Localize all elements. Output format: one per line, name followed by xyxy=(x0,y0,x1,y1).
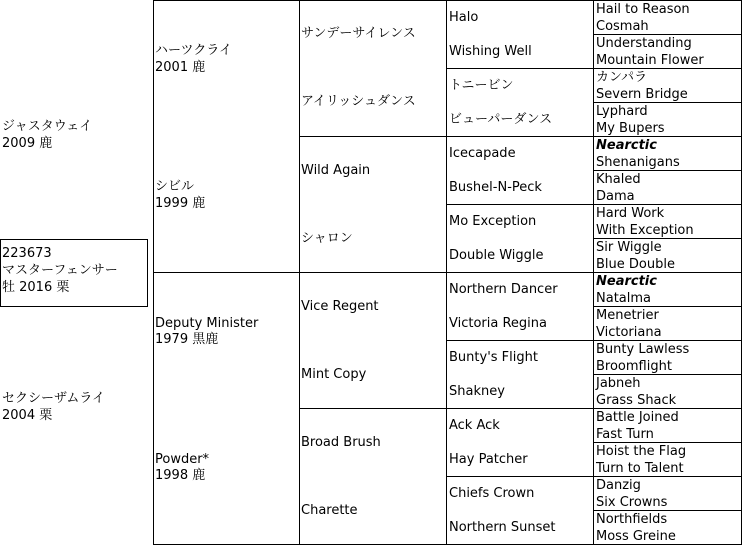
gen2-name: Deputy Minister xyxy=(155,316,259,331)
gen5-name: Fast Turn xyxy=(596,427,654,442)
gen5-name: Hard Work xyxy=(596,206,665,221)
gen5-name: Severn Bridge xyxy=(596,87,688,102)
gen5-name: Grass Shack xyxy=(596,393,677,408)
sire-name: ジャスタウェイ xyxy=(2,119,93,134)
gen3-name: サンデーサイレンス xyxy=(301,26,416,41)
gen5-name: Understanding xyxy=(596,36,692,51)
gen4-name: Mo Exception xyxy=(449,214,537,229)
gen4-name: Icecapade xyxy=(449,146,516,161)
gen4-name: Victoria Regina xyxy=(449,316,547,331)
grid-line xyxy=(299,136,742,137)
gen4-name: Northern Sunset xyxy=(449,520,556,535)
gen5-name: Natalma xyxy=(596,291,651,306)
gen5-name: Hail to Reason xyxy=(596,2,690,17)
gen5-name: Broomflight xyxy=(596,359,672,374)
gen2-info: 1979 黒鹿 xyxy=(155,332,219,347)
subject-name: マスターフェンサー xyxy=(2,263,118,278)
grid-line xyxy=(593,102,742,103)
grid-line xyxy=(153,0,742,1)
gen4-name: Bushel-N-Peck xyxy=(449,180,542,195)
gen5-name: Nearctic xyxy=(596,138,657,153)
gen2-info: 1999 鹿 xyxy=(155,196,206,211)
gen5-name: Shenanigans xyxy=(596,155,680,170)
gen2-name: ハーツクライ xyxy=(155,43,232,58)
gen5-name: Dama xyxy=(596,189,635,204)
gen3-name: Charette xyxy=(301,503,358,518)
gen5-name: Turn to Talent xyxy=(596,461,684,476)
gen4-name: ビューパーダンス xyxy=(449,112,553,127)
grid-line xyxy=(446,204,742,205)
gen4-name: Wishing Well xyxy=(449,44,532,59)
gen5-name: Mountain Flower xyxy=(596,53,704,68)
gen5-name: Hoist the Flag xyxy=(596,444,687,459)
grid-line xyxy=(299,408,742,409)
gen5-name: Blue Double xyxy=(596,257,675,272)
gen3-name: シャロン xyxy=(301,231,353,246)
grid-line xyxy=(593,374,742,375)
gen5-name: Bunty Lawless xyxy=(596,342,690,357)
gen5-name: Menetrier xyxy=(596,308,659,323)
gen4-name: Double Wiggle xyxy=(449,248,544,263)
dam-info: 2004 栗 xyxy=(2,408,53,423)
gen4-name: Halo xyxy=(449,10,479,25)
grid-line xyxy=(446,68,742,69)
gen4-name: Northern Dancer xyxy=(449,282,558,297)
grid-line xyxy=(593,170,742,171)
gen4-name: Shakney xyxy=(449,384,505,399)
gen5-name: Nearctic xyxy=(596,274,657,289)
gen5-name: Battle Joined xyxy=(596,410,679,425)
subject-info: 牡 2016 栗 xyxy=(2,280,70,295)
grid-line xyxy=(446,340,742,341)
gen5-name: Khaled xyxy=(596,172,641,187)
gen2-name: シビル xyxy=(155,179,195,194)
gen5-name: Six Crowns xyxy=(596,495,668,510)
gen4-name: Hay Patcher xyxy=(449,452,528,467)
gen5-name: Danzig xyxy=(596,478,641,493)
gen2-name: Powder* xyxy=(155,452,210,467)
gen5-name: Northfields xyxy=(596,512,668,527)
gen2-info: 1998 鹿 xyxy=(155,468,206,483)
gen5-name: Jabneh xyxy=(596,376,641,391)
gen3-name: Broad Brush xyxy=(301,435,381,450)
subject-id: 223673 xyxy=(2,246,52,261)
gen5-name: Cosmah xyxy=(596,19,649,34)
grid-line xyxy=(593,34,742,35)
gen5-name: My Bupers xyxy=(596,121,665,136)
grid-line xyxy=(593,238,742,239)
dam-name: セクシーザムライ xyxy=(2,391,105,406)
gen2-info: 2001 鹿 xyxy=(155,60,206,75)
gen4-name: Bunty's Flight xyxy=(449,350,538,365)
gen4-name: Chiefs Crown xyxy=(449,486,535,501)
gen4-name: Ack Ack xyxy=(449,418,500,433)
gen3-name: Vice Regent xyxy=(301,299,379,314)
gen5-name: カンパラ xyxy=(596,70,648,85)
grid-line xyxy=(593,306,742,307)
gen4-name: トニービン xyxy=(449,78,514,93)
grid-line xyxy=(153,272,742,273)
gen5-name: Lyphard xyxy=(596,104,648,119)
gen3-name: Mint Copy xyxy=(301,367,367,382)
gen5-name: With Exception xyxy=(596,223,694,238)
grid-line xyxy=(593,510,742,511)
gen3-name: アイリッシュダンス xyxy=(301,94,416,109)
grid-line xyxy=(446,476,742,477)
grid-line xyxy=(593,442,742,443)
gen5-name: Moss Greine xyxy=(596,529,676,544)
sire-info: 2009 鹿 xyxy=(2,136,53,151)
gen5-name: Sir Wiggle xyxy=(596,240,662,255)
gen5-name: Victoriana xyxy=(596,325,662,340)
gen3-name: Wild Again xyxy=(301,163,371,178)
